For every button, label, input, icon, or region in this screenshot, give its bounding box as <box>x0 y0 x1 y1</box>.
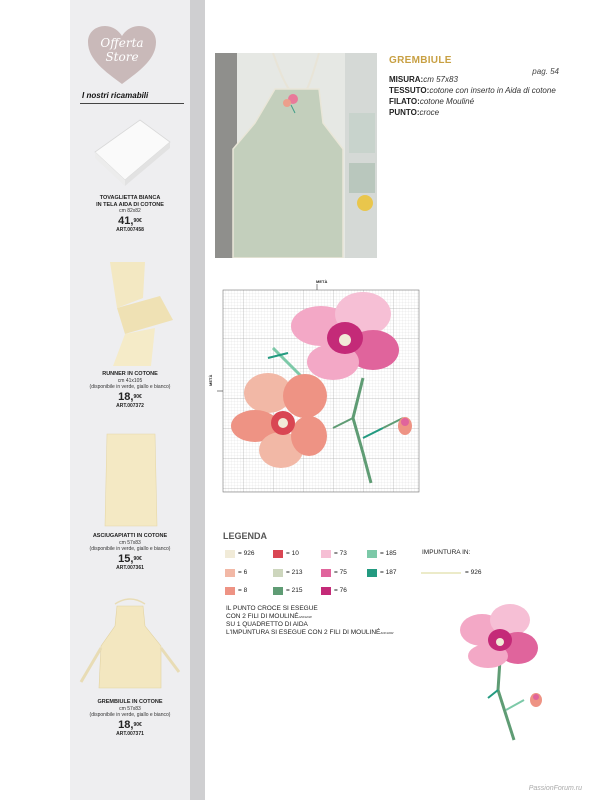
legend-item <box>321 568 347 577</box>
product-grembiule[interactable] <box>72 596 188 737</box>
meta-marker-left: METÀ <box>208 374 213 386</box>
legend-item <box>225 568 247 577</box>
sidebar-band <box>190 0 205 800</box>
info-title: GREMBIULE <box>389 55 452 66</box>
product-art: ART.007361 <box>116 564 144 571</box>
note-line-4-text: L'IMPUNTURA SI ESEGUE CON 2 FILI DI MOULINÉ <box>226 629 381 636</box>
tessuto-value: cotone con inserto in Aida di cotone <box>429 86 556 95</box>
anchor-brand: ANCHOR <box>298 615 312 619</box>
product-tovaglietta[interactable] <box>72 112 188 233</box>
product-runner[interactable] <box>72 258 188 409</box>
product-name: TOVAGLIETTA BIANCA <box>99 195 161 201</box>
price-int: 18, <box>118 718 134 731</box>
price-int: 41, <box>118 215 134 227</box>
product-art: ART.007458 <box>116 227 144 233</box>
product-size: cm 82x82 <box>119 208 141 214</box>
price-int: 15, <box>118 552 134 565</box>
price-dec: 90€ <box>133 218 142 224</box>
product-availability: (disponibile in verde, giallo e bianco) <box>89 711 171 718</box>
impuntura-label: IMPUNTURA IN: <box>422 549 471 556</box>
product-image <box>85 112 175 192</box>
legend-label: = 187 <box>380 569 397 576</box>
price-dec: 90€ <box>133 721 142 728</box>
legend-swatch <box>321 569 331 577</box>
badge-line-1: Offerta <box>100 36 144 50</box>
product-art: ART.007372 <box>116 402 144 409</box>
legend-item <box>273 549 299 558</box>
legend-label: = 213 <box>286 569 303 576</box>
product-name: RUNNER IN COTONE <box>102 371 158 377</box>
info-block <box>389 55 559 118</box>
legend-item <box>273 586 302 595</box>
legend-item <box>273 568 302 577</box>
note-line-2 <box>226 613 426 621</box>
misura-value: cm 57x83 <box>423 75 458 84</box>
legend-label: = 926 <box>238 550 255 557</box>
legend-swatch <box>367 569 377 577</box>
product-price <box>72 391 188 403</box>
legend-swatch <box>273 550 283 558</box>
apron-photo <box>215 53 377 258</box>
product-name-2: IN TELA AIDA DI COTONE <box>96 201 164 208</box>
product-availability: (disponibile in verde, giallo e bianco) <box>89 545 171 552</box>
legend-item <box>367 568 396 577</box>
price-dec: 90€ <box>133 555 142 562</box>
product-name: GREMBIULE IN COTONE <box>97 699 163 705</box>
product-image <box>75 596 185 696</box>
price-int: 18, <box>118 390 134 403</box>
punto-value: croce <box>419 108 440 117</box>
legend-label: = 6 <box>238 569 248 576</box>
cross-stitch-chart <box>213 278 433 500</box>
product-art: ART.007371 <box>116 730 144 737</box>
watermark: PassionForum.ru <box>528 785 582 792</box>
product-price <box>72 215 188 227</box>
legend-swatch <box>321 587 331 595</box>
product-size: cm 57x83 <box>119 539 141 546</box>
legend-item <box>321 586 347 595</box>
product-size: cm 41x105 <box>117 377 143 384</box>
legend-swatch <box>225 587 235 595</box>
legend-swatch <box>273 569 283 577</box>
filato-value: cotone Mouliné <box>419 97 475 106</box>
legend-label: = 76 <box>334 587 347 594</box>
legend-label: = 8 <box>238 587 248 594</box>
info-punto <box>389 108 559 118</box>
note-line-1: IL PUNTO CROCE SI ESEGUE <box>226 605 318 612</box>
badge-line-2: Store <box>105 50 139 64</box>
info-filato <box>389 97 559 107</box>
legend-label: = 10 <box>286 550 299 557</box>
page-reference: pag. 54 <box>532 67 559 76</box>
legend-swatch <box>367 550 377 558</box>
stitched-flower-preview <box>448 600 546 750</box>
impuntura-value: = 926 <box>465 569 482 576</box>
note-line-3: SU 1 QUADRETTO DI AIDA <box>226 621 308 628</box>
legend-label: = 73 <box>334 550 347 557</box>
legend-item <box>225 549 254 558</box>
offerta-store-badge <box>86 24 158 86</box>
legend-label: = 185 <box>380 550 397 557</box>
section-title: I nostri ricamabili <box>82 91 149 100</box>
product-availability: (disponibile in verde, giallo e bianco) <box>89 383 171 390</box>
legend-swatch <box>273 587 283 595</box>
legend-item <box>321 549 347 558</box>
legend-label: = 75 <box>334 569 347 576</box>
legend-swatch <box>225 569 235 577</box>
legend-title: LEGENDA <box>223 531 268 541</box>
impuntura-line <box>421 572 461 574</box>
price-dec: 90€ <box>133 393 142 400</box>
filato-label: FILATO: <box>389 97 420 106</box>
product-image <box>85 430 175 530</box>
sidebar <box>0 0 205 800</box>
info-tessuto <box>389 86 559 96</box>
legend-label: = 215 <box>286 587 303 594</box>
divider <box>80 103 184 104</box>
legend-item <box>225 586 247 595</box>
product-size: cm 57x83 <box>119 705 141 712</box>
misura-label: MISURA: <box>389 75 424 84</box>
product-asciugapiatti[interactable] <box>72 430 188 571</box>
tessuto-label: TESSUTO: <box>389 86 430 95</box>
legend-swatch <box>321 550 331 558</box>
info-misura <box>389 75 559 85</box>
note-line-4 <box>226 629 426 637</box>
meta-marker-top: METÀ <box>316 279 328 284</box>
product-price <box>72 553 188 565</box>
note-line-2-text: CON 2 FILI DI MOULINÉ <box>226 613 299 620</box>
legend-item <box>367 549 396 558</box>
legend-swatch <box>225 550 235 558</box>
stitch-notes <box>226 605 426 637</box>
product-image <box>85 258 175 368</box>
product-name: ASCIUGAPIATTI IN COTONE <box>92 533 168 539</box>
anchor-brand: ANCHOR <box>380 631 394 635</box>
punto-label: PUNTO: <box>389 108 420 117</box>
product-price <box>72 719 188 731</box>
